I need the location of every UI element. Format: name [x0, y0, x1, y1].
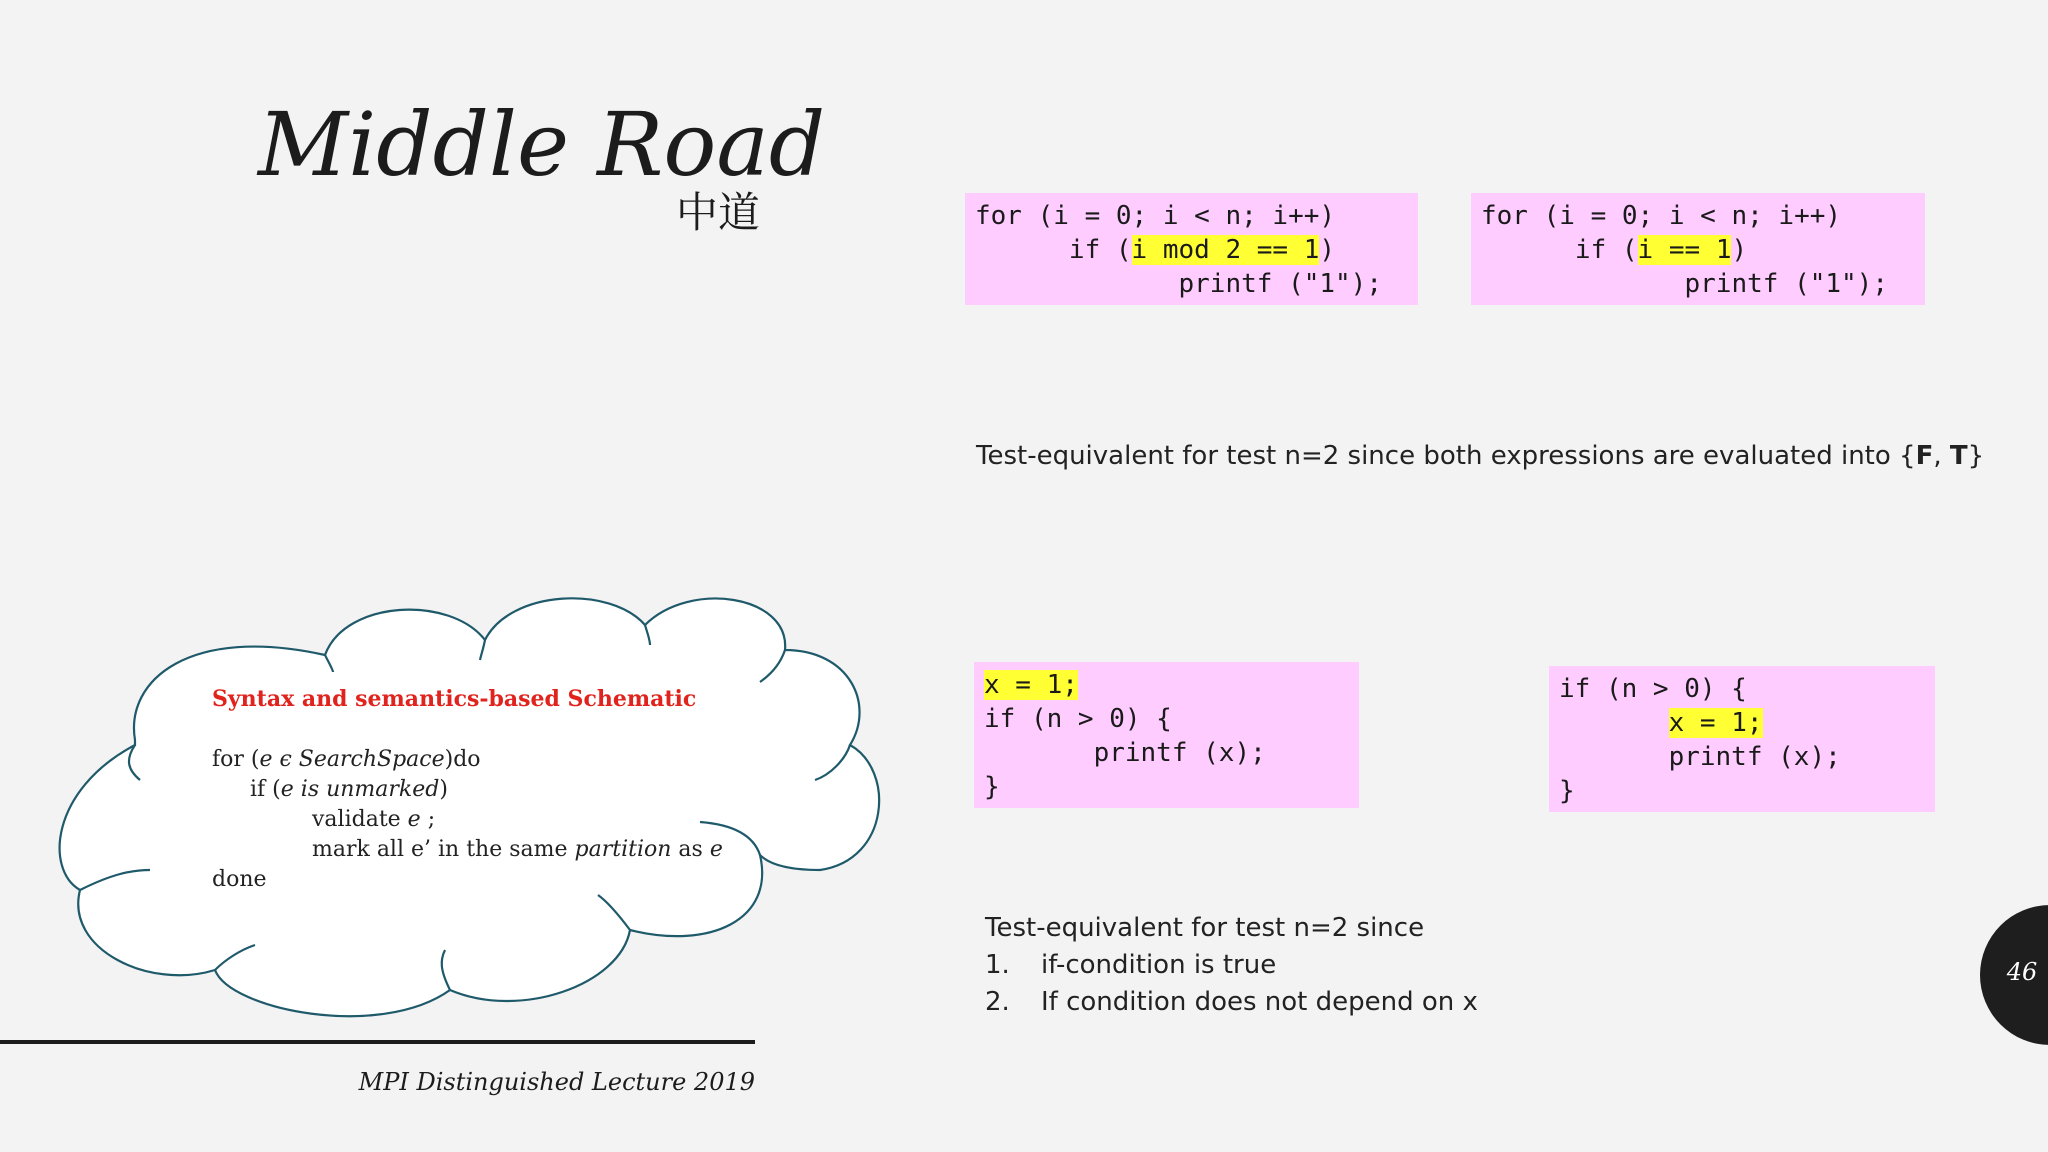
- note-intro: Test-equivalent for test n=2 since: [985, 913, 1425, 943]
- code-line: if (: [975, 235, 1132, 265]
- footer-text: MPI Distinguished Lecture 2019: [358, 1068, 755, 1096]
- code-line: printf (x);: [1559, 742, 1841, 772]
- pseudo-code-line: done: [212, 867, 267, 892]
- highlighted-statement: x = 1;: [1668, 708, 1763, 738]
- pseudo-code-text: ;: [420, 807, 436, 832]
- code-line: if (n > 0) {: [1559, 674, 1747, 704]
- pseudo-code-text: as: [671, 837, 710, 862]
- note-text: Test-equivalent for test n=2 since both expressions are evaluated into {: [976, 441, 1916, 471]
- list-text: If condition does not depend on x: [1041, 987, 1478, 1017]
- list-text: if-condition is true: [1041, 950, 1277, 980]
- pseudo-code-text: mark all e’ in the same: [312, 837, 575, 862]
- code-line: printf ("1");: [975, 269, 1382, 299]
- slide-title: Middle Road: [258, 93, 826, 196]
- footer-rule: [0, 1040, 755, 1044]
- pseudo-code-text: ): [439, 777, 448, 802]
- code-line: printf ("1");: [1481, 269, 1888, 299]
- code-line: for (i = 0; i < n; i++): [1481, 201, 1842, 231]
- slide-subtitle: 中道: [675, 188, 760, 237]
- pseudo-code-var: e: [709, 837, 723, 862]
- note-close: }: [1967, 441, 1985, 471]
- code-line: printf (x);: [984, 738, 1266, 768]
- list-number: 2.: [985, 987, 1010, 1017]
- cloud-heading: Syntax and semantics-based Schematic: [212, 686, 697, 712]
- pseudo-code-line: [312, 805, 435, 835]
- pseudo-code-var: e: [407, 807, 421, 832]
- false-value: F: [1915, 441, 1934, 471]
- pseudo-code-text: validate: [312, 807, 408, 832]
- highlighted-expression: i == 1: [1637, 235, 1732, 265]
- code-line: if (n > 0) {: [984, 704, 1172, 734]
- pseudo-code-text: )do: [444, 747, 481, 772]
- highlighted-statement: x = 1;: [984, 670, 1078, 700]
- code-line: ): [1731, 235, 1748, 265]
- pseudo-code-text: if (: [250, 777, 281, 802]
- pseudo-code-line: [250, 775, 448, 805]
- pseudo-code-var: e is unmarked: [280, 777, 440, 802]
- code-line: }: [984, 772, 1000, 802]
- page-number: 46: [2006, 958, 2038, 986]
- pseudo-code-text: for (: [212, 747, 260, 772]
- true-value: T: [1949, 441, 1968, 471]
- code-line: ): [1319, 235, 1336, 265]
- note-separator: ,: [1933, 441, 1950, 471]
- code-line: if (: [1481, 235, 1638, 265]
- code-line: }: [1559, 776, 1575, 806]
- pseudo-code-var: partition: [574, 837, 672, 862]
- pseudo-code-line: [212, 745, 481, 775]
- list-number: 1.: [985, 950, 1010, 980]
- pseudo-code-var: e ϵ SearchSpace: [259, 747, 445, 772]
- highlighted-expression: i mod 2 == 1: [1131, 235, 1320, 265]
- pseudo-code-line: [312, 835, 723, 865]
- code-line: for (i = 0; i < n; i++): [975, 201, 1336, 231]
